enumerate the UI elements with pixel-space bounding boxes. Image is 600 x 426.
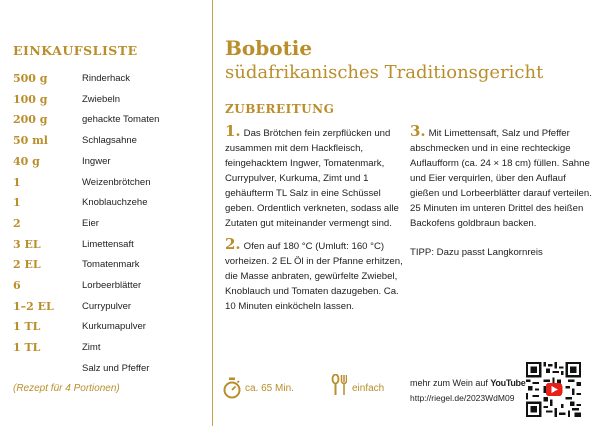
ingredient-quantity: 40 g	[13, 154, 40, 168]
ingredient-row	[13, 362, 208, 382]
ingredient-row	[13, 258, 208, 278]
step-2	[225, 237, 403, 314]
recipe-title: Bobotie	[225, 36, 313, 60]
ingredient-row	[13, 155, 208, 175]
ingredient-row	[13, 72, 208, 92]
ingredient-quantity: 1 TL	[13, 341, 41, 355]
ingredient-name: Tomatenmark	[82, 259, 140, 271]
ingredient-quantity: 1	[13, 175, 21, 189]
step-number: 2.	[225, 235, 241, 253]
ingredient-quantity: 1 TL	[13, 320, 41, 334]
step-3	[410, 124, 592, 231]
ingredient-quantity: 1	[13, 196, 21, 210]
steps-column-1	[225, 124, 403, 320]
column-divider	[212, 0, 213, 426]
ingredient-name: Schlagsahne	[82, 135, 137, 147]
ingredient-row	[13, 93, 208, 113]
wine-text: mehr zum Wein auf	[410, 378, 488, 388]
shopping-list-title: EINKAUFSLISTE	[13, 43, 138, 58]
ingredient-quantity: 100 g	[13, 92, 48, 106]
wine-note	[410, 378, 525, 388]
difficulty-label: einfach	[352, 383, 385, 394]
ingredient-row	[13, 238, 208, 258]
ingredient-name: Limettensaft	[82, 238, 134, 250]
qr-code-icon[interactable]	[526, 362, 581, 417]
ingredient-row	[13, 279, 208, 299]
ingredient-row	[13, 196, 208, 216]
tip-text: TIPP: Dazu passt Langkornreis	[410, 247, 543, 258]
ingredient-row	[13, 176, 208, 196]
portions-note: (Rezept für 4 Portionen)	[13, 383, 120, 394]
recipe-subtitle: südafrikanisches Traditionsgericht	[225, 62, 544, 83]
step-text: Das Brötchen fein zerpflücken und zusammen mit dem Hackfleisch, feingehacktem Ingwer, Tomatenmark, Currypulver, Kurkuma, Zimt und 1 gehäufterm TL Salz in eine Schüssel geben. Ordentlich verkneten, sodass alle Zutaten gut miteinander vermengt sind.	[225, 128, 399, 229]
ingredient-quantity: 50 ml	[13, 134, 48, 148]
steps-column-2	[410, 124, 592, 270]
ingredient-row	[13, 134, 208, 154]
ingredient-name: Weizenbrötchen	[82, 176, 151, 188]
ingredient-name: Ingwer	[82, 155, 111, 167]
ingredient-name: Zwiebeln	[82, 93, 121, 105]
ingredient-quantity: 3 EL	[13, 237, 41, 251]
ingredient-row	[13, 341, 208, 361]
ingredient-quantity: 2	[13, 216, 21, 230]
youtube-logo: YouTube	[490, 378, 526, 388]
ingredient-name: gehackte Tomaten	[82, 114, 160, 126]
ingredient-quantity: 500 g	[13, 72, 48, 85]
ingredient-name: Kurkumapulver	[82, 321, 146, 333]
ingredient-name: Eier	[82, 217, 99, 229]
ingredient-row	[13, 320, 208, 340]
ingredient-row	[13, 217, 208, 237]
ingredient-row	[13, 300, 208, 320]
ingredient-name: Rinderhack	[82, 73, 131, 84]
ingredient-name: Zimt	[82, 342, 101, 354]
ingredient-name: Lorbeerblätter	[82, 280, 142, 291]
time-label: ca. 65 Min.	[245, 383, 294, 394]
step-text: Ofen auf 180 °C (Umluft: 160 °C) vorheizen. 2 EL Öl in der Pfanne erhitzen, die Masse anbraten, gewürfelte Zwiebel, Knoblauch und Tomaten dazugeben. Ca. 10 Minuten einköcheln lassen.	[225, 241, 403, 312]
kitchen-tools-icon	[331, 374, 347, 396]
ingredient-row	[13, 113, 208, 133]
wine-link[interactable]: http://riegel.de/2023WdM09	[410, 393, 515, 403]
ingredient-quantity: 1–2 EL	[13, 299, 54, 313]
step-1	[225, 124, 403, 231]
ingredient-name: Currypulver	[82, 300, 132, 312]
ingredient-quantity: 200 g	[13, 113, 48, 127]
step-number: 1.	[225, 122, 241, 140]
ingredient-quantity: 2 EL	[13, 258, 41, 272]
ingredient-name: Knoblauchzehe	[82, 197, 148, 209]
ingredient-name: Salz und Pfeffer	[82, 362, 150, 374]
preparation-title: ZUBEREITUNG	[225, 102, 335, 116]
step-text: Mit Limettensaft, Salz und Pfeffer abschmecken und in eine rechteckige Auflaufform (ca. 24 × 18 cm) füllen. Sahne und Eier verquirlen, über den Auflauf gießen und Lorbeerblätter darauf verteilen. 25 Minuten im unteren Drittel des heißen Backofens goldbraun backen.	[410, 128, 592, 229]
step-number: 3.	[410, 122, 426, 140]
timer-icon	[222, 377, 242, 399]
ingredient-quantity: 6	[13, 279, 21, 292]
